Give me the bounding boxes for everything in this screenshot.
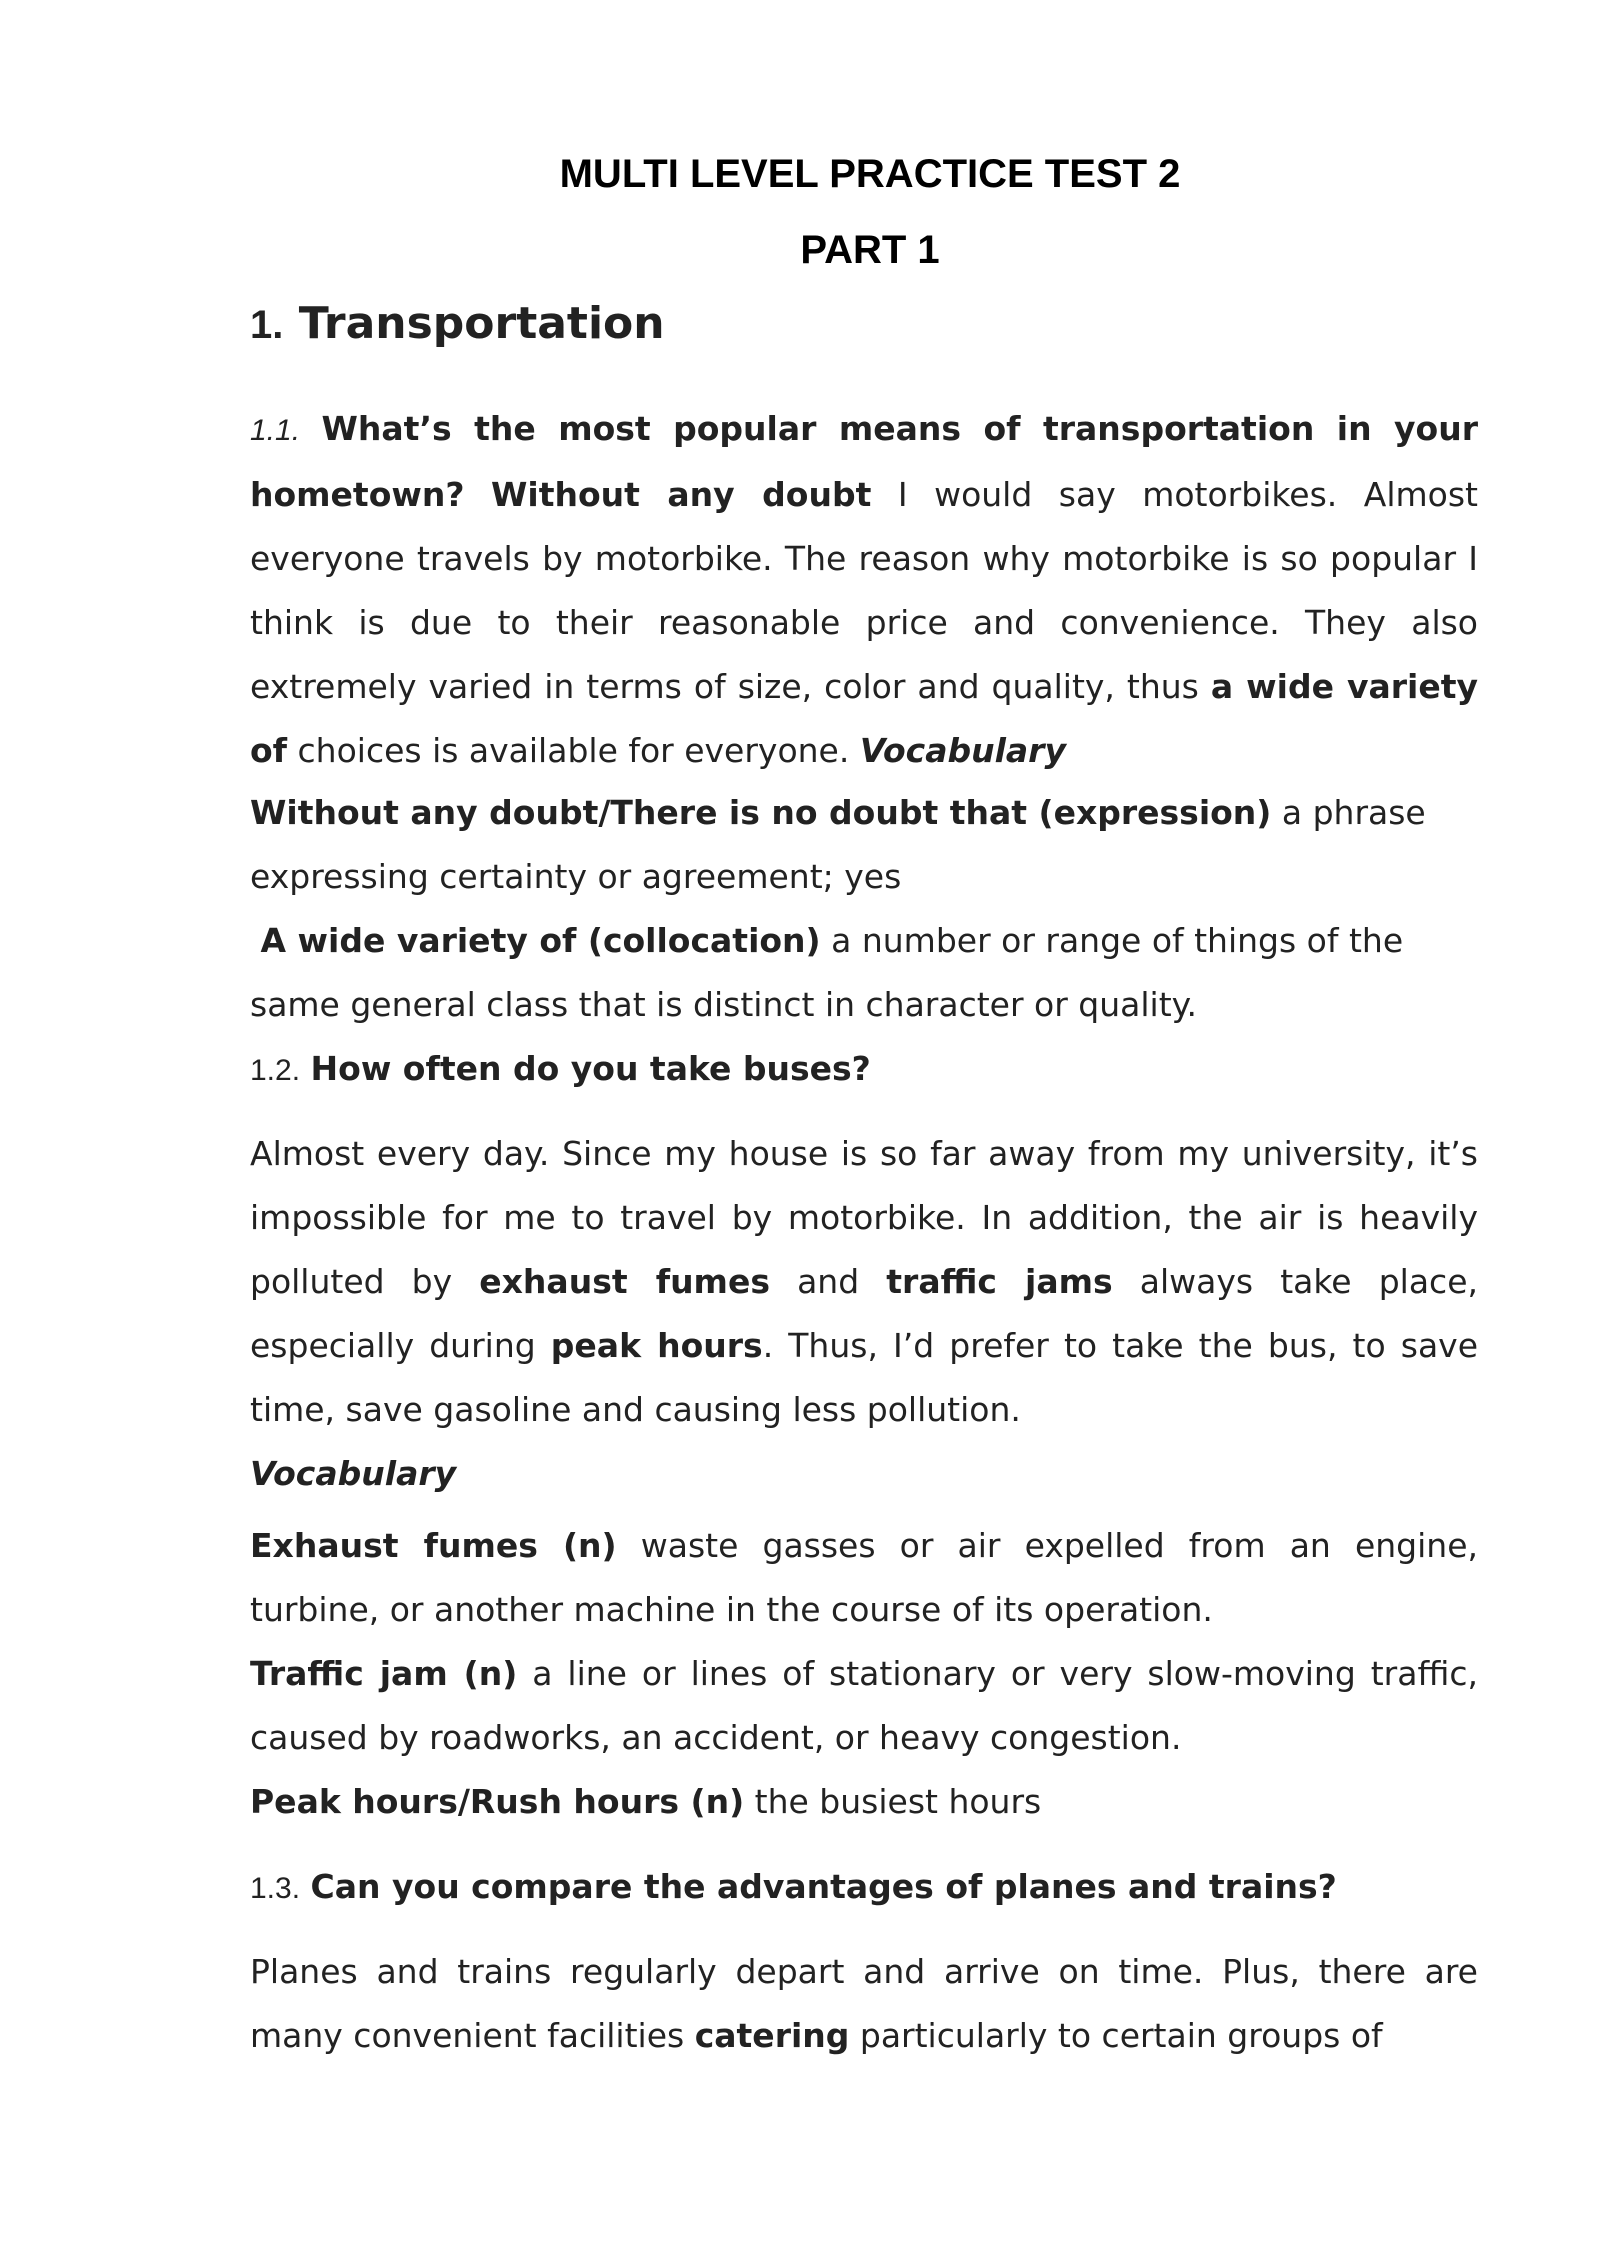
q2-vocab-entry-2 xyxy=(250,1642,1478,1770)
q1-vocab-term-2: A wide variety of (collocation) xyxy=(260,921,821,960)
q1-vocab-term-1: Without any doubt/There is no doubt that (expression) xyxy=(250,793,1272,832)
q2-vocab-label-line xyxy=(250,1442,1478,1506)
q2-vocab-entry-3 xyxy=(250,1770,1478,1834)
q1-vocab-entry-2 xyxy=(250,909,1478,1037)
q1-answer-bold: a wide variety of xyxy=(250,667,1478,770)
q1-vocab-def-2: a number or range of things of the same general class that is distinct in character or quality. xyxy=(250,921,1404,1024)
part-title: PART 1 xyxy=(800,228,940,272)
section-number: 1. xyxy=(250,303,284,347)
q1-question: What’s the most popular means of transportation in your hometown? xyxy=(250,409,1478,514)
section-heading xyxy=(250,298,665,349)
q2-vocab-def-2: a line or lines of stationary or very slow-moving traffic, caused by roadworks, an accident, or heavy congestion. xyxy=(250,1654,1478,1757)
q3-answer xyxy=(250,1940,1478,2068)
test-title: MULTI LEVEL PRACTICE TEST 2 xyxy=(559,152,1181,196)
q2-answer xyxy=(250,1122,1478,1442)
q1-number: 1.1. xyxy=(250,414,301,447)
q2-vocab-def-3: the busiest hours xyxy=(744,1782,1042,1821)
q2-answer-bold-1: exhaust fumes xyxy=(479,1262,770,1301)
q2-vocab-entry-1 xyxy=(250,1514,1478,1642)
q2-heading xyxy=(250,1037,1478,1103)
q2-vocab-term-1: Exhaust fumes (n) xyxy=(250,1526,617,1565)
q1-answer-text-2: choices is available for everyone. xyxy=(287,731,860,770)
q2-answer-text-3: always take place, especially during xyxy=(250,1262,1478,1365)
q2-question: How often do you take buses? xyxy=(310,1049,871,1088)
q2-answer-text-2: and xyxy=(769,1262,887,1301)
q2-answer-text-4: . Thus, I’d prefer to take the bus, to save time, save gasoline and causing less pollution. xyxy=(250,1326,1479,1429)
q2-answer-bold-2: traffic jams xyxy=(886,1262,1113,1301)
q2-answer-bold-3: peak hours xyxy=(550,1326,763,1365)
q1-paragraph xyxy=(250,397,1478,783)
q3-number: 1.3. xyxy=(250,1872,301,1905)
q2-vocab-term-3: Peak hours/Rush hours (n) xyxy=(250,1782,745,1821)
q3-answer-text-2: particularly to certain groups of xyxy=(849,2016,1383,2055)
q2-answer-text: Almost every day. Since my house is so far away from my university, it’s impossible for me to travel by motorbike. In addition, the air is heavily polluted by xyxy=(250,1134,1478,1301)
q2-vocab-label: Vocabulary xyxy=(250,1454,457,1493)
q3-answer-bold-1: catering xyxy=(694,2016,850,2055)
q1-vocab-def-1: a phrase expressing certainty or agreement; yes xyxy=(250,793,1426,896)
q1-answer-text: I would say motorbikes. Almost everyone travels by motorbike. The reason why motorbike is so popular I think is due to their reasonable price and convenience. They also extremely varied in terms of size, color and quality, thus xyxy=(250,475,1478,706)
q2-vocab-def-1: waste gasses or air expelled from an engine, turbine, or another machine in the course of its operation. xyxy=(250,1526,1478,1629)
q3-answer-text: Planes and trains regularly depart and arrive on time. Plus, there are many convenient facilities xyxy=(250,1952,1478,2055)
q1-vocab-label: Vocabulary xyxy=(859,731,1066,770)
q2-vocab-term-2: Traffic jam (n) xyxy=(250,1654,518,1693)
q3-question: Can you compare the advantages of planes and trains? xyxy=(310,1867,1337,1906)
q1-vocab-entry-1 xyxy=(250,781,1478,909)
q2-number: 1.2. xyxy=(250,1054,301,1087)
section-title: Transportation xyxy=(298,298,665,349)
q1-answer-lead: Without any doubt xyxy=(491,475,872,514)
q3-heading xyxy=(250,1855,1478,1921)
